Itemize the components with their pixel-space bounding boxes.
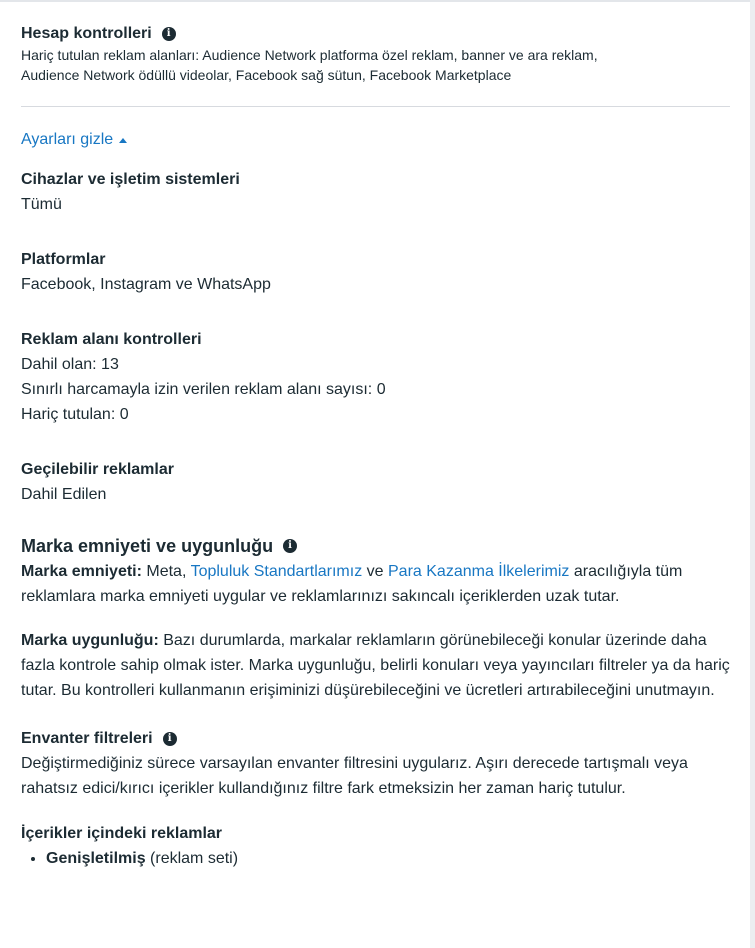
placement-excluded: Hariç tutulan: 0 [21,406,129,423]
monetization-policies-link[interactable]: Para Kazanma İlkelerimiz [388,563,570,580]
placement-limited: Sınırlı harcamayla izin verilen reklam alanı sayısı: 0 [21,381,386,398]
brand-suitability-label: Marka uygunluğu: [21,632,159,649]
list-item [46,846,733,871]
in-content-item-bold: Genişletilmiş [46,850,146,867]
info-icon[interactable]: i [162,27,176,41]
inventory-filters-heading [21,727,733,751]
devices-value: Tümü [21,196,62,213]
brand-safety-text-mid: ve [362,563,388,580]
brand-suitability-paragraph [21,628,733,703]
brand-suitability-text: Bazı durumlarda, markalar reklamların görünebileceği konular üzerinde daha fazla kontrole sahip olmak ister. Marka uygunluğu, belirli konuları veya yayıncıları filtreler ya da hariç tutar. Bu kontrolleri kullanmanın erişiminizi düşürebileceğini ve ücretleri artırabileceğini unutmayın. [21,632,730,699]
settings-panel [21,24,733,871]
brand-safety-text-post: aracılığıyla tüm reklamlara marka emniyeti uygular ve reklamlarınızı sakıncalı içeriklerden uzak tutar. [21,563,683,605]
brand-safety-paragraph [21,559,733,609]
hide-settings-link[interactable] [21,129,733,151]
hide-settings-label: Ayarları gizle [21,131,114,148]
platforms-label: Platformlar [21,251,106,268]
placement-included: Dahil olan: 13 [21,356,119,373]
brand-safety-text-pre: Meta, [141,563,191,580]
in-content-ads-label: İçerikler içindeki reklamlar [21,825,223,842]
devices-section [21,168,733,217]
in-content-ads-list [21,846,733,871]
skippable-section [21,458,733,507]
in-content-item-rest: (reklam seti) [145,850,239,867]
info-icon[interactable]: i [283,539,297,553]
inventory-filters-title: Envanter filtreleri [21,730,153,747]
account-controls-heading [21,24,733,44]
brand-safety-label: Marka emniyeti: [21,563,142,580]
platforms-value: Facebook, Instagram ve WhatsApp [21,276,271,293]
in-content-ads-section [21,822,733,871]
skippable-label: Geçilebilir reklamlar [21,461,174,478]
brand-safety-heading [21,533,733,559]
scrollbar[interactable] [750,0,755,948]
inventory-filters-text: Değiştirmediğiniz sürece varsayılan envanter filtresini uygularız. Aşırı derecede tartışmalı veya rahatsız edici/kırıcı içerikler kullandığınız filtre fark etmeksizin her zaman hariç tutulur. [21,755,688,797]
placement-controls-label: Reklam alanı kontrolleri [21,331,202,348]
account-controls-title: Hesap kontrolleri [21,25,152,42]
caret-up-icon [119,138,127,143]
platforms-section [21,248,733,297]
account-controls-text: Hariç tutulan reklam alanları: Audience Network platforma özel reklam, banner ve ara reklam, Audience Network ödüllü videolar, Facebook sağ sütun, Facebook Marketplace [21,47,598,83]
info-icon[interactable]: i [163,732,177,746]
community-standards-link[interactable]: Topluluk Standartlarımız [190,563,363,580]
placement-controls-section [21,328,733,427]
top-divider [0,0,755,2]
skippable-value: Dahil Edilen [21,486,107,503]
brand-safety-title: Marka emniyeti ve uygunluğu [21,536,274,556]
section-divider [21,106,730,107]
devices-label: Cihazlar ve işletim sistemleri [21,171,240,188]
